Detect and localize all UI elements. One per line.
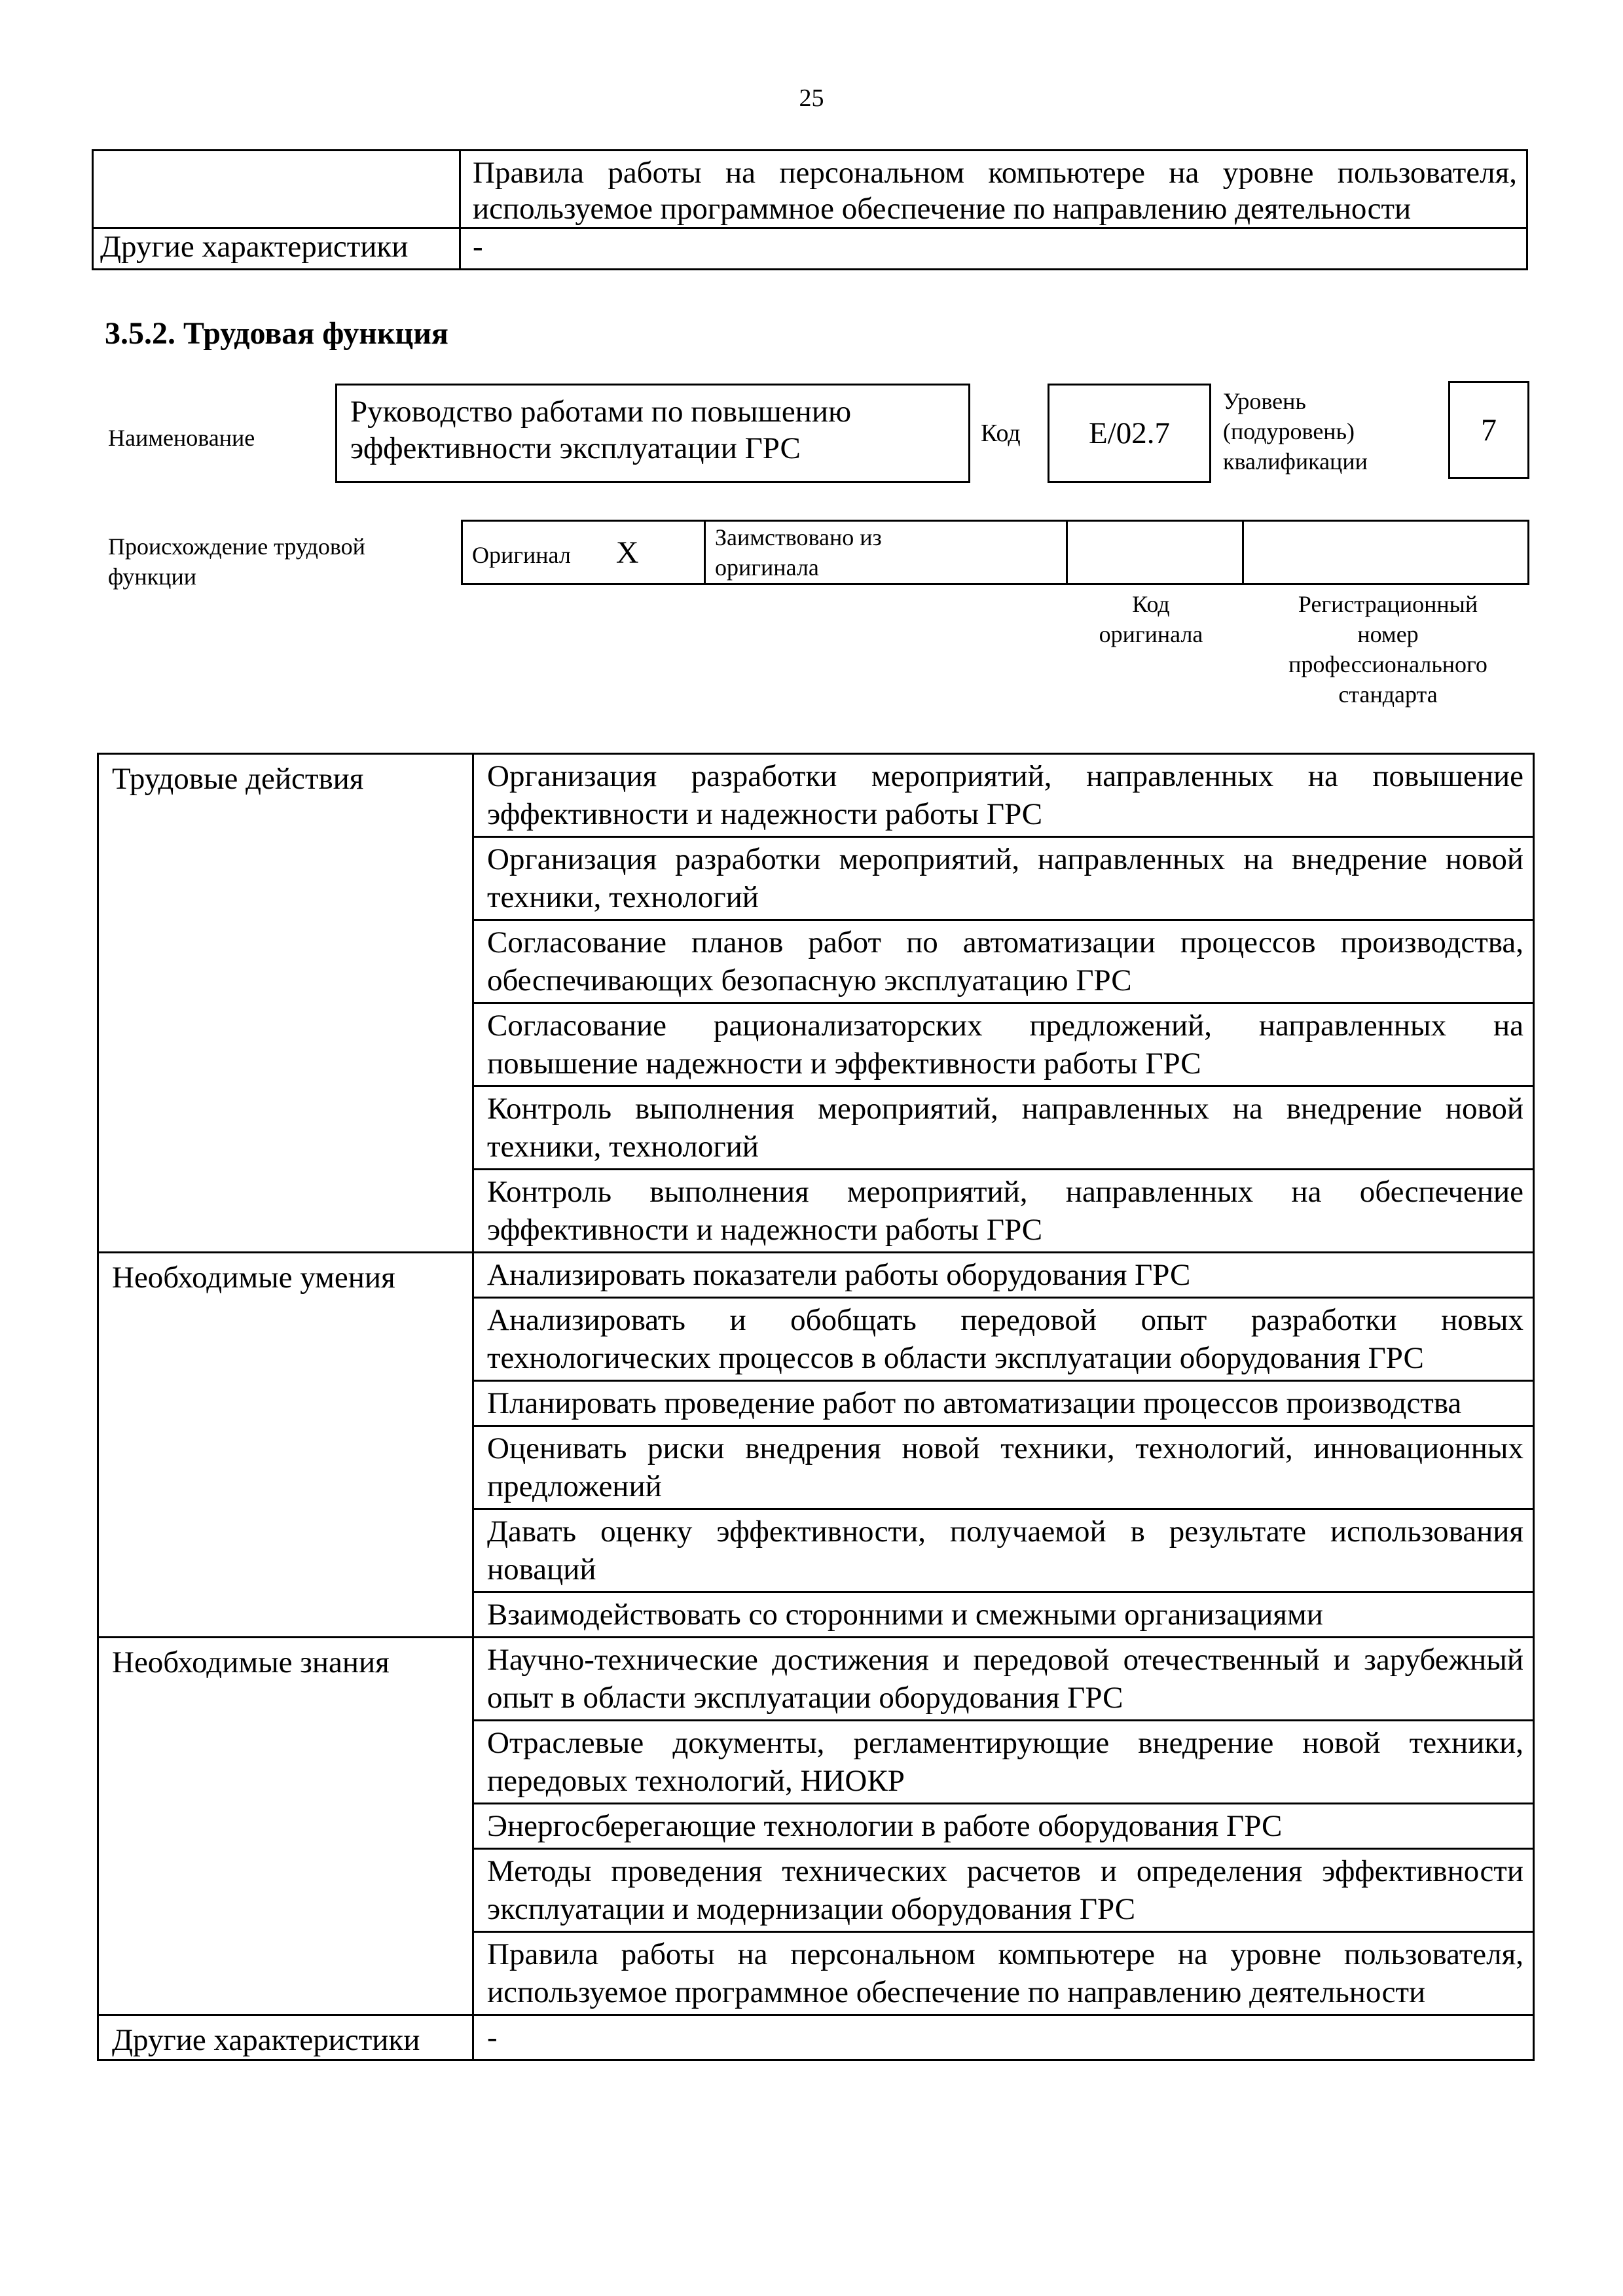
- category-cell: Необходимые умения: [98, 1253, 473, 1638]
- borrowed-cell: [705, 521, 1067, 584]
- list-item: Анализировать показатели работы оборудования ГРС: [473, 1253, 1534, 1298]
- table-row: [93, 151, 1527, 228]
- caption-line: номер: [1357, 621, 1419, 647]
- list-item: Контроль выполнения мероприятий, направленных на внедрение новой техники, технологий: [473, 1086, 1534, 1170]
- list-item: Энергосберегающие технологии в работе оборудования ГРС: [473, 1804, 1534, 1849]
- code-box: [1048, 384, 1211, 483]
- category-cell: Необходимые знания: [98, 1638, 473, 2015]
- function-name-box: [335, 384, 970, 483]
- level-label-line: (подуровень): [1223, 418, 1355, 444]
- original-code-cell: [1067, 521, 1243, 584]
- table-cell-label: [93, 151, 460, 228]
- table-row: [462, 521, 1529, 584]
- table-cell-label: Другие характеристики: [93, 228, 460, 270]
- list-item: Согласование рационализаторских предложений, направленных на повышение надежности и эффективности работы ГРС: [473, 1003, 1534, 1086]
- category-cell: Трудовые действия: [98, 754, 473, 1253]
- borrowed-label-line: оригинала: [715, 554, 819, 581]
- table-row: [98, 1253, 1534, 1298]
- section-heading: 3.5.2. Трудовая функция: [105, 316, 448, 351]
- category-cell: Другие характеристики: [98, 2015, 473, 2060]
- name-label: Наименование: [108, 425, 255, 451]
- caption-line: Регистрационный: [1298, 591, 1478, 617]
- list-item: Отраслевые документы, регламентирующие внедрение новой техники, передовых технологий, НИОКР: [473, 1721, 1534, 1804]
- borrowed-label-line: Заимствовано из: [715, 524, 882, 550]
- caption-line: оригинала: [1099, 621, 1203, 647]
- original-cell: [462, 521, 705, 584]
- list-item: -: [473, 2015, 1534, 2060]
- caption-line: Код: [1132, 591, 1170, 617]
- original-label: Оригинал: [472, 541, 571, 568]
- table-row: [98, 1638, 1534, 1721]
- function-details-table: [97, 753, 1535, 2061]
- original-mark: X: [615, 535, 639, 570]
- list-item: Согласование планов работ по автоматизации процессов производства, обеспечивающих безопасную эксплуатацию ГРС: [473, 920, 1534, 1003]
- original-code-caption: [1053, 589, 1249, 649]
- qualification-level-label: [1223, 386, 1368, 476]
- list-item: Давать оценку эффективности, получаемой в результате использования новаций: [473, 1509, 1534, 1592]
- table-row: [93, 228, 1527, 270]
- list-item: Контроль выполнения мероприятий, направленных на обеспечение эффективности и надежности работы ГРС: [473, 1170, 1534, 1253]
- level-label-line: квалификации: [1223, 448, 1368, 475]
- top-characteristics-table: [92, 149, 1528, 270]
- table-row: [98, 2015, 1534, 2060]
- list-item: Методы проведения технических расчетов и определения эффективности эксплуатации и модернизации оборудования ГРС: [473, 1849, 1534, 1932]
- origin-label-line: функции: [108, 564, 196, 590]
- origin-label-line: Происхождение трудовой: [108, 533, 365, 560]
- caption-line: стандарта: [1338, 681, 1438, 708]
- list-item: Правила работы на персональном компьютере на уровне пользователя, используемое программное обеспечение по направлению деятельности: [473, 1932, 1534, 2015]
- origin-label: [108, 531, 365, 592]
- code-label: Код: [981, 420, 1021, 447]
- function-name-text: Руководство работами по повышению эффективности эксплуатации ГРС: [350, 395, 852, 465]
- registration-number-caption: [1250, 589, 1525, 709]
- level-label-line: Уровень: [1223, 388, 1306, 414]
- list-item: Анализировать и обобщать передовой опыт разработки новых технологических процессов в области эксплуатации оборудования ГРС: [473, 1298, 1534, 1381]
- list-item: Планировать проведение работ по автоматизации процессов производства: [473, 1381, 1534, 1426]
- table-cell-value: -: [460, 228, 1527, 270]
- list-item: Взаимодействовать со сторонними и смежными организациями: [473, 1592, 1534, 1638]
- table-row: [98, 754, 1534, 837]
- qualification-level-box: [1448, 381, 1529, 479]
- list-item: Организация разработки мероприятий, направленных на повышение эффективности и надежности работы ГРС: [473, 754, 1534, 837]
- list-item: Научно-технические достижения и передовой отечественный и зарубежный опыт в области эксплуатации оборудования ГРС: [473, 1638, 1534, 1721]
- page-number: 25: [799, 84, 824, 112]
- table-cell-value: Правила работы на персональном компьютере на уровне пользователя, используемое программное обеспечение по направлению деятельности: [460, 151, 1527, 228]
- list-item: Оценивать риски внедрения новой техники, технологий, инновационных предложений: [473, 1426, 1534, 1509]
- qualification-level-value: 7: [1481, 412, 1497, 448]
- list-item: Организация разработки мероприятий, направленных на внедрение новой техники, технологий: [473, 837, 1534, 920]
- registration-number-cell: [1243, 521, 1529, 584]
- code-value: E/02.7: [1088, 416, 1171, 450]
- caption-line: профессионального: [1288, 651, 1487, 677]
- origin-table: [461, 520, 1529, 585]
